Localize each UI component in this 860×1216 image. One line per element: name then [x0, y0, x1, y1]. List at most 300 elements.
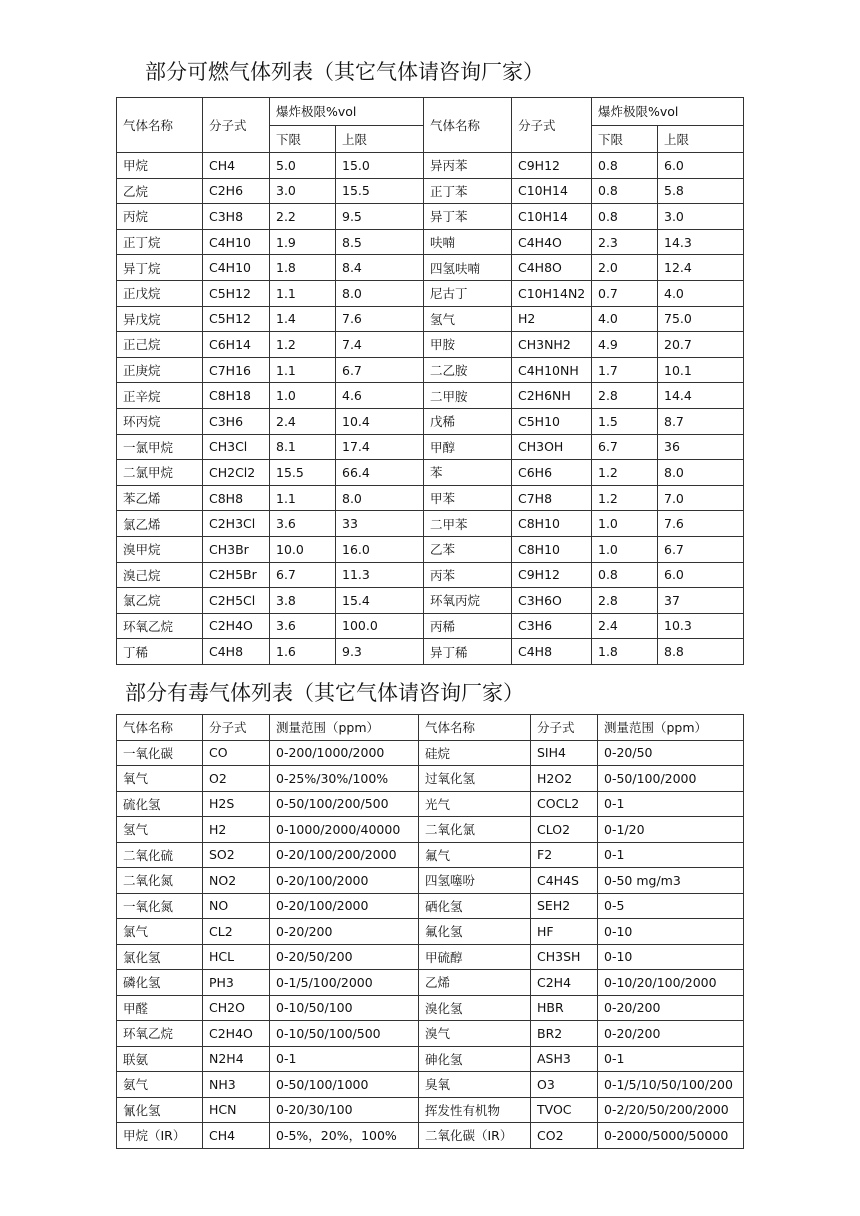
- table-row: [117, 178, 744, 204]
- table-row: [117, 408, 744, 434]
- cell-gas-name: 异丁稀: [424, 639, 512, 665]
- combustible-table-title: 部分可燃气体列表（其它气体请咨询厂家）: [145, 60, 544, 84]
- cell-formula: C4H8: [512, 639, 592, 665]
- cell-formula: C3H6: [512, 613, 592, 639]
- cell-gas-name: 甲烷: [117, 153, 203, 179]
- cell-upper-limit: 6.7: [336, 357, 424, 383]
- table-row: [117, 280, 744, 306]
- header-gas-name: 气体名称: [117, 715, 203, 741]
- header-range: 测量范围（ppm）: [598, 715, 744, 741]
- table-row: [117, 1021, 744, 1047]
- header-formula: 分子式: [203, 715, 270, 741]
- table-row: [117, 332, 744, 358]
- cell-gas-name: 溴化氢: [419, 995, 531, 1021]
- cell-formula: CL2: [203, 919, 270, 945]
- cell-gas-name: 氢气: [117, 817, 203, 843]
- cell-gas-name: 甲胺: [424, 332, 512, 358]
- cell-upper-limit: 8.8: [658, 639, 744, 665]
- cell-formula: NH3: [203, 1072, 270, 1098]
- cell-lower-limit: 2.8: [592, 588, 658, 614]
- cell-gas-name: 挥发性有机物: [419, 1097, 531, 1123]
- table-row: [117, 995, 744, 1021]
- cell-gas-name: 呋喃: [424, 229, 512, 255]
- cell-upper-limit: 8.0: [336, 280, 424, 306]
- cell-gas-name: 甲苯: [424, 485, 512, 511]
- cell-gas-name: 氯乙烷: [117, 588, 203, 614]
- cell-formula: C2H4O: [203, 1021, 270, 1047]
- cell-gas-name: 丙稀: [424, 613, 512, 639]
- cell-formula: C10H14N2: [512, 280, 592, 306]
- cell-lower-limit: 0.8: [592, 153, 658, 179]
- cell-formula: C9H12: [512, 153, 592, 179]
- cell-formula: CH3Cl: [203, 434, 270, 460]
- cell-gas-name: 甲醇: [424, 434, 512, 460]
- cell-formula: SEH2: [531, 893, 598, 919]
- cell-measure-range: 0-10: [598, 919, 744, 945]
- cell-gas-name: 正丁苯: [424, 178, 512, 204]
- cell-upper-limit: 10.4: [336, 408, 424, 434]
- cell-formula: CH4: [203, 153, 270, 179]
- cell-measure-range: 0-10/20/100/2000: [598, 970, 744, 996]
- table-row: [117, 460, 744, 486]
- cell-lower-limit: 1.2: [270, 332, 336, 358]
- cell-gas-name: 正戊烷: [117, 280, 203, 306]
- header-gas-name: 气体名称: [424, 98, 512, 153]
- cell-gas-name: 二甲苯: [424, 511, 512, 537]
- cell-lower-limit: 1.8: [592, 639, 658, 665]
- cell-lower-limit: 10.0: [270, 536, 336, 562]
- cell-upper-limit: 14.3: [658, 229, 744, 255]
- cell-measure-range: 0-20/200: [598, 1021, 744, 1047]
- cell-gas-name: 环氧丙烷: [424, 588, 512, 614]
- cell-upper-limit: 16.0: [336, 536, 424, 562]
- cell-formula: C2H4O: [203, 613, 270, 639]
- cell-upper-limit: 6.0: [658, 153, 744, 179]
- cell-gas-name: 正丁烷: [117, 229, 203, 255]
- table-row: [117, 1123, 744, 1149]
- cell-formula: PH3: [203, 970, 270, 996]
- cell-lower-limit: 1.0: [270, 383, 336, 409]
- cell-upper-limit: 7.0: [658, 485, 744, 511]
- cell-lower-limit: 1.6: [270, 639, 336, 665]
- cell-formula: C6H14: [203, 332, 270, 358]
- cell-lower-limit: 0.8: [592, 204, 658, 230]
- cell-gas-name: 氟化氢: [419, 919, 531, 945]
- table-row: [117, 944, 744, 970]
- cell-gas-name: 乙烷: [117, 178, 203, 204]
- cell-upper-limit: 75.0: [658, 306, 744, 332]
- cell-upper-limit: 7.6: [658, 511, 744, 537]
- cell-formula: C2H3Cl: [203, 511, 270, 537]
- table-row: [117, 434, 744, 460]
- cell-formula: C3H8: [203, 204, 270, 230]
- cell-measure-range: 0-2000/5000/50000: [598, 1123, 744, 1149]
- cell-measure-range: 0-1: [598, 842, 744, 868]
- cell-gas-name: 异丙苯: [424, 153, 512, 179]
- cell-lower-limit: 1.9: [270, 229, 336, 255]
- cell-lower-limit: 5.0: [270, 153, 336, 179]
- cell-upper-limit: 8.7: [658, 408, 744, 434]
- cell-measure-range: 0-200/1000/2000: [270, 740, 419, 766]
- cell-gas-name: 二氧化硫: [117, 842, 203, 868]
- cell-formula: CH4: [203, 1123, 270, 1149]
- cell-gas-name: 氯化氢: [117, 944, 203, 970]
- cell-formula: C4H8: [203, 639, 270, 665]
- cell-upper-limit: 15.0: [336, 153, 424, 179]
- cell-upper-limit: 8.4: [336, 255, 424, 281]
- cell-formula: CH3OH: [512, 434, 592, 460]
- cell-gas-name: 溴甲烷: [117, 536, 203, 562]
- cell-gas-name: 磷化氢: [117, 970, 203, 996]
- cell-lower-limit: 8.1: [270, 434, 336, 460]
- cell-upper-limit: 12.4: [658, 255, 744, 281]
- cell-upper-limit: 7.6: [336, 306, 424, 332]
- cell-formula: C8H8: [203, 485, 270, 511]
- cell-formula: C8H18: [203, 383, 270, 409]
- cell-measure-range: 0-20/50/200: [270, 944, 419, 970]
- cell-formula: C10H14: [512, 178, 592, 204]
- cell-upper-limit: 37: [658, 588, 744, 614]
- cell-formula: C7H8: [512, 485, 592, 511]
- table-row: [117, 562, 744, 588]
- cell-formula: N2H4: [203, 1046, 270, 1072]
- cell-formula: C8H10: [512, 536, 592, 562]
- cell-formula: NO: [203, 893, 270, 919]
- cell-gas-name: 苯: [424, 460, 512, 486]
- header-upper: 上限: [336, 125, 424, 153]
- cell-formula: O2: [203, 766, 270, 792]
- cell-formula: C2H5Br: [203, 562, 270, 588]
- header-row: [117, 98, 744, 126]
- cell-lower-limit: 2.8: [592, 383, 658, 409]
- cell-formula: C4H10: [203, 229, 270, 255]
- cell-measure-range: 0-10/50/100/500: [270, 1021, 419, 1047]
- header-formula: 分子式: [531, 715, 598, 741]
- header-formula: 分子式: [203, 98, 270, 153]
- cell-formula: CLO2: [531, 817, 598, 843]
- cell-upper-limit: 66.4: [336, 460, 424, 486]
- cell-formula: F2: [531, 842, 598, 868]
- cell-upper-limit: 4.0: [658, 280, 744, 306]
- cell-formula: C2H4: [531, 970, 598, 996]
- cell-gas-name: 溴己烷: [117, 562, 203, 588]
- cell-measure-range: 0-1: [598, 1046, 744, 1072]
- table-row: [117, 485, 744, 511]
- cell-lower-limit: 3.6: [270, 511, 336, 537]
- cell-gas-name: 甲硫醇: [419, 944, 531, 970]
- cell-gas-name: 正辛烷: [117, 383, 203, 409]
- cell-measure-range: 0-1/5/10/50/100/200: [598, 1072, 744, 1098]
- cell-gas-name: 氢气: [424, 306, 512, 332]
- cell-gas-name: 氯气: [117, 919, 203, 945]
- cell-formula: NO2: [203, 868, 270, 894]
- cell-gas-name: 二乙胺: [424, 357, 512, 383]
- cell-gas-name: 戊稀: [424, 408, 512, 434]
- cell-lower-limit: 1.0: [592, 511, 658, 537]
- cell-gas-name: 氟气: [419, 842, 531, 868]
- cell-formula: HBR: [531, 995, 598, 1021]
- cell-formula: C2H6: [203, 178, 270, 204]
- cell-measure-range: 0-20/30/100: [270, 1097, 419, 1123]
- cell-lower-limit: 4.9: [592, 332, 658, 358]
- table-row: [117, 766, 744, 792]
- cell-measure-range: 0-20/100/200/2000: [270, 842, 419, 868]
- combustible-gas-table: [116, 97, 744, 665]
- cell-formula: H2O2: [531, 766, 598, 792]
- cell-gas-name: 丙苯: [424, 562, 512, 588]
- cell-formula: C4H8O: [512, 255, 592, 281]
- cell-gas-name: 丁稀: [117, 639, 203, 665]
- cell-upper-limit: 8.5: [336, 229, 424, 255]
- cell-formula: CH2O: [203, 995, 270, 1021]
- toxic-gas-table: [116, 714, 744, 1149]
- table-row: [117, 1097, 744, 1123]
- cell-gas-name: 硅烷: [419, 740, 531, 766]
- cell-lower-limit: 4.0: [592, 306, 658, 332]
- cell-measure-range: 0-20/100/2000: [270, 868, 419, 894]
- cell-lower-limit: 0.8: [592, 562, 658, 588]
- cell-upper-limit: 8.0: [336, 485, 424, 511]
- cell-gas-name: 正己烷: [117, 332, 203, 358]
- cell-lower-limit: 1.1: [270, 280, 336, 306]
- cell-gas-name: 砷化氢: [419, 1046, 531, 1072]
- cell-formula: C8H10: [512, 511, 592, 537]
- table-row: [117, 536, 744, 562]
- cell-gas-name: 一氧化碳: [117, 740, 203, 766]
- cell-formula: C5H12: [203, 306, 270, 332]
- cell-gas-name: 氯乙烯: [117, 511, 203, 537]
- cell-lower-limit: 2.4: [270, 408, 336, 434]
- cell-measure-range: 0-1000/2000/40000: [270, 817, 419, 843]
- cell-gas-name: 溴气: [419, 1021, 531, 1047]
- cell-gas-name: 四氢噻吩: [419, 868, 531, 894]
- cell-gas-name: 二甲胺: [424, 383, 512, 409]
- cell-lower-limit: 1.2: [592, 485, 658, 511]
- table-row: [117, 842, 744, 868]
- cell-measure-range: 0-20/50: [598, 740, 744, 766]
- table-row: [117, 588, 744, 614]
- cell-formula: C2H5Cl: [203, 588, 270, 614]
- header-formula: 分子式: [512, 98, 592, 153]
- table-row: [117, 153, 744, 179]
- cell-lower-limit: 1.4: [270, 306, 336, 332]
- cell-formula: CH2Cl2: [203, 460, 270, 486]
- cell-formula: CH3SH: [531, 944, 598, 970]
- cell-measure-range: 0-20/200: [598, 995, 744, 1021]
- cell-lower-limit: 2.4: [592, 613, 658, 639]
- cell-gas-name: 一氯甲烷: [117, 434, 203, 460]
- cell-lower-limit: 0.8: [592, 178, 658, 204]
- cell-formula: CH3Br: [203, 536, 270, 562]
- cell-formula: HCN: [203, 1097, 270, 1123]
- cell-gas-name: 环氧乙烷: [117, 613, 203, 639]
- cell-measure-range: 0-20/100/2000: [270, 893, 419, 919]
- cell-measure-range: 0-1/20: [598, 817, 744, 843]
- table-row: [117, 255, 744, 281]
- cell-upper-limit: 8.0: [658, 460, 744, 486]
- table-row: [117, 613, 744, 639]
- table-row: [117, 229, 744, 255]
- cell-upper-limit: 100.0: [336, 613, 424, 639]
- table-row: [117, 511, 744, 537]
- table-row: [117, 306, 744, 332]
- table-row: [117, 639, 744, 665]
- cell-formula: H2: [203, 817, 270, 843]
- cell-upper-limit: 14.4: [658, 383, 744, 409]
- cell-gas-name: 二氧化氯: [419, 817, 531, 843]
- cell-gas-name: 硒化氢: [419, 893, 531, 919]
- header-row: [117, 715, 744, 741]
- cell-measure-range: 0-2/20/50/200/2000: [598, 1097, 744, 1123]
- cell-gas-name: 一氧化氮: [117, 893, 203, 919]
- cell-measure-range: 0-50/100/1000: [270, 1072, 419, 1098]
- table-row: [117, 893, 744, 919]
- cell-upper-limit: 9.5: [336, 204, 424, 230]
- cell-gas-name: 甲烷（IR）: [117, 1123, 203, 1149]
- cell-gas-name: 异丁苯: [424, 204, 512, 230]
- cell-gas-name: 联氨: [117, 1046, 203, 1072]
- cell-measure-range: 0-1: [598, 791, 744, 817]
- cell-upper-limit: 9.3: [336, 639, 424, 665]
- table-row: [117, 817, 744, 843]
- cell-measure-range: 0-50/100/2000: [598, 766, 744, 792]
- table-row: [117, 919, 744, 945]
- table-row: [117, 740, 744, 766]
- cell-upper-limit: 3.0: [658, 204, 744, 230]
- cell-lower-limit: 6.7: [592, 434, 658, 460]
- cell-formula: CO2: [531, 1123, 598, 1149]
- header-range: 测量范围（ppm）: [270, 715, 419, 741]
- cell-lower-limit: 1.8: [270, 255, 336, 281]
- cell-lower-limit: 1.1: [270, 357, 336, 383]
- cell-upper-limit: 6.7: [658, 536, 744, 562]
- cell-lower-limit: 15.5: [270, 460, 336, 486]
- cell-lower-limit: 0.7: [592, 280, 658, 306]
- cell-lower-limit: 1.5: [592, 408, 658, 434]
- cell-formula: C4H4S: [531, 868, 598, 894]
- cell-measure-range: 0-25%/30%/100%: [270, 766, 419, 792]
- cell-gas-name: 尼古丁: [424, 280, 512, 306]
- cell-gas-name: 硫化氢: [117, 791, 203, 817]
- header-lower: 下限: [270, 125, 336, 153]
- cell-lower-limit: 6.7: [270, 562, 336, 588]
- cell-gas-name: 氨气: [117, 1072, 203, 1098]
- cell-gas-name: 二氧化碳（IR）: [419, 1123, 531, 1149]
- toxic-table-title: 部分有毒气体列表（其它气体请咨询厂家）: [125, 681, 524, 705]
- cell-formula: H2S: [203, 791, 270, 817]
- cell-formula: C4H4O: [512, 229, 592, 255]
- cell-formula: C5H12: [203, 280, 270, 306]
- cell-upper-limit: 33: [336, 511, 424, 537]
- cell-measure-range: 0-10/50/100: [270, 995, 419, 1021]
- table-row: [117, 1046, 744, 1072]
- cell-upper-limit: 10.3: [658, 613, 744, 639]
- cell-gas-name: 甲醛: [117, 995, 203, 1021]
- cell-gas-name: 过氧化氢: [419, 766, 531, 792]
- cell-lower-limit: 3.6: [270, 613, 336, 639]
- cell-upper-limit: 10.1: [658, 357, 744, 383]
- cell-formula: C7H16: [203, 357, 270, 383]
- header-gas-name: 气体名称: [117, 98, 203, 153]
- cell-formula: H2: [512, 306, 592, 332]
- cell-formula: CO: [203, 740, 270, 766]
- cell-formula: O3: [531, 1072, 598, 1098]
- cell-gas-name: 异丁烷: [117, 255, 203, 281]
- cell-formula: C10H14: [512, 204, 592, 230]
- cell-measure-range: 0-50/100/200/500: [270, 791, 419, 817]
- cell-gas-name: 臭氧: [419, 1072, 531, 1098]
- cell-upper-limit: 15.5: [336, 178, 424, 204]
- header-explosion-limit: 爆炸极限%vol: [592, 98, 744, 126]
- table-row: [117, 970, 744, 996]
- cell-upper-limit: 15.4: [336, 588, 424, 614]
- cell-lower-limit: 3.0: [270, 178, 336, 204]
- cell-measure-range: 0-5%，20%，100%: [270, 1123, 419, 1149]
- cell-gas-name: 光气: [419, 791, 531, 817]
- cell-measure-range: 0-50 mg/m3: [598, 868, 744, 894]
- cell-lower-limit: 2.0: [592, 255, 658, 281]
- cell-measure-range: 0-20/200: [270, 919, 419, 945]
- cell-upper-limit: 6.0: [658, 562, 744, 588]
- cell-gas-name: 氧气: [117, 766, 203, 792]
- table-row: [117, 357, 744, 383]
- cell-gas-name: 乙烯: [419, 970, 531, 996]
- cell-measure-range: 0-1: [270, 1046, 419, 1072]
- cell-upper-limit: 20.7: [658, 332, 744, 358]
- table-row: [117, 204, 744, 230]
- cell-lower-limit: 1.7: [592, 357, 658, 383]
- cell-upper-limit: 11.3: [336, 562, 424, 588]
- cell-upper-limit: 17.4: [336, 434, 424, 460]
- cell-gas-name: 氰化氢: [117, 1097, 203, 1123]
- cell-gas-name: 丙烷: [117, 204, 203, 230]
- cell-formula: BR2: [531, 1021, 598, 1047]
- cell-formula: CH3NH2: [512, 332, 592, 358]
- cell-lower-limit: 1.0: [592, 536, 658, 562]
- header-explosion-limit: 爆炸极限%vol: [270, 98, 424, 126]
- header-lower: 下限: [592, 125, 658, 153]
- cell-upper-limit: 7.4: [336, 332, 424, 358]
- cell-lower-limit: 2.3: [592, 229, 658, 255]
- cell-formula: C9H12: [512, 562, 592, 588]
- cell-formula: C3H6O: [512, 588, 592, 614]
- cell-formula: ASH3: [531, 1046, 598, 1072]
- cell-formula: COCL2: [531, 791, 598, 817]
- cell-measure-range: 0-5: [598, 893, 744, 919]
- cell-gas-name: 环氧乙烷: [117, 1021, 203, 1047]
- cell-measure-range: 0-1/5/100/2000: [270, 970, 419, 996]
- cell-gas-name: 乙苯: [424, 536, 512, 562]
- cell-formula: HF: [531, 919, 598, 945]
- cell-gas-name: 二氯甲烷: [117, 460, 203, 486]
- cell-upper-limit: 4.6: [336, 383, 424, 409]
- cell-gas-name: 环丙烷: [117, 408, 203, 434]
- cell-upper-limit: 36: [658, 434, 744, 460]
- table-row: [117, 383, 744, 409]
- cell-gas-name: 苯乙烯: [117, 485, 203, 511]
- cell-gas-name: 正庚烷: [117, 357, 203, 383]
- cell-formula: C5H10: [512, 408, 592, 434]
- cell-formula: SIH4: [531, 740, 598, 766]
- cell-upper-limit: 5.8: [658, 178, 744, 204]
- cell-formula: C2H6NH: [512, 383, 592, 409]
- cell-lower-limit: 1.2: [592, 460, 658, 486]
- cell-gas-name: 四氢呋喃: [424, 255, 512, 281]
- header-gas-name: 气体名称: [419, 715, 531, 741]
- cell-formula: C6H6: [512, 460, 592, 486]
- cell-lower-limit: 2.2: [270, 204, 336, 230]
- cell-formula: SO2: [203, 842, 270, 868]
